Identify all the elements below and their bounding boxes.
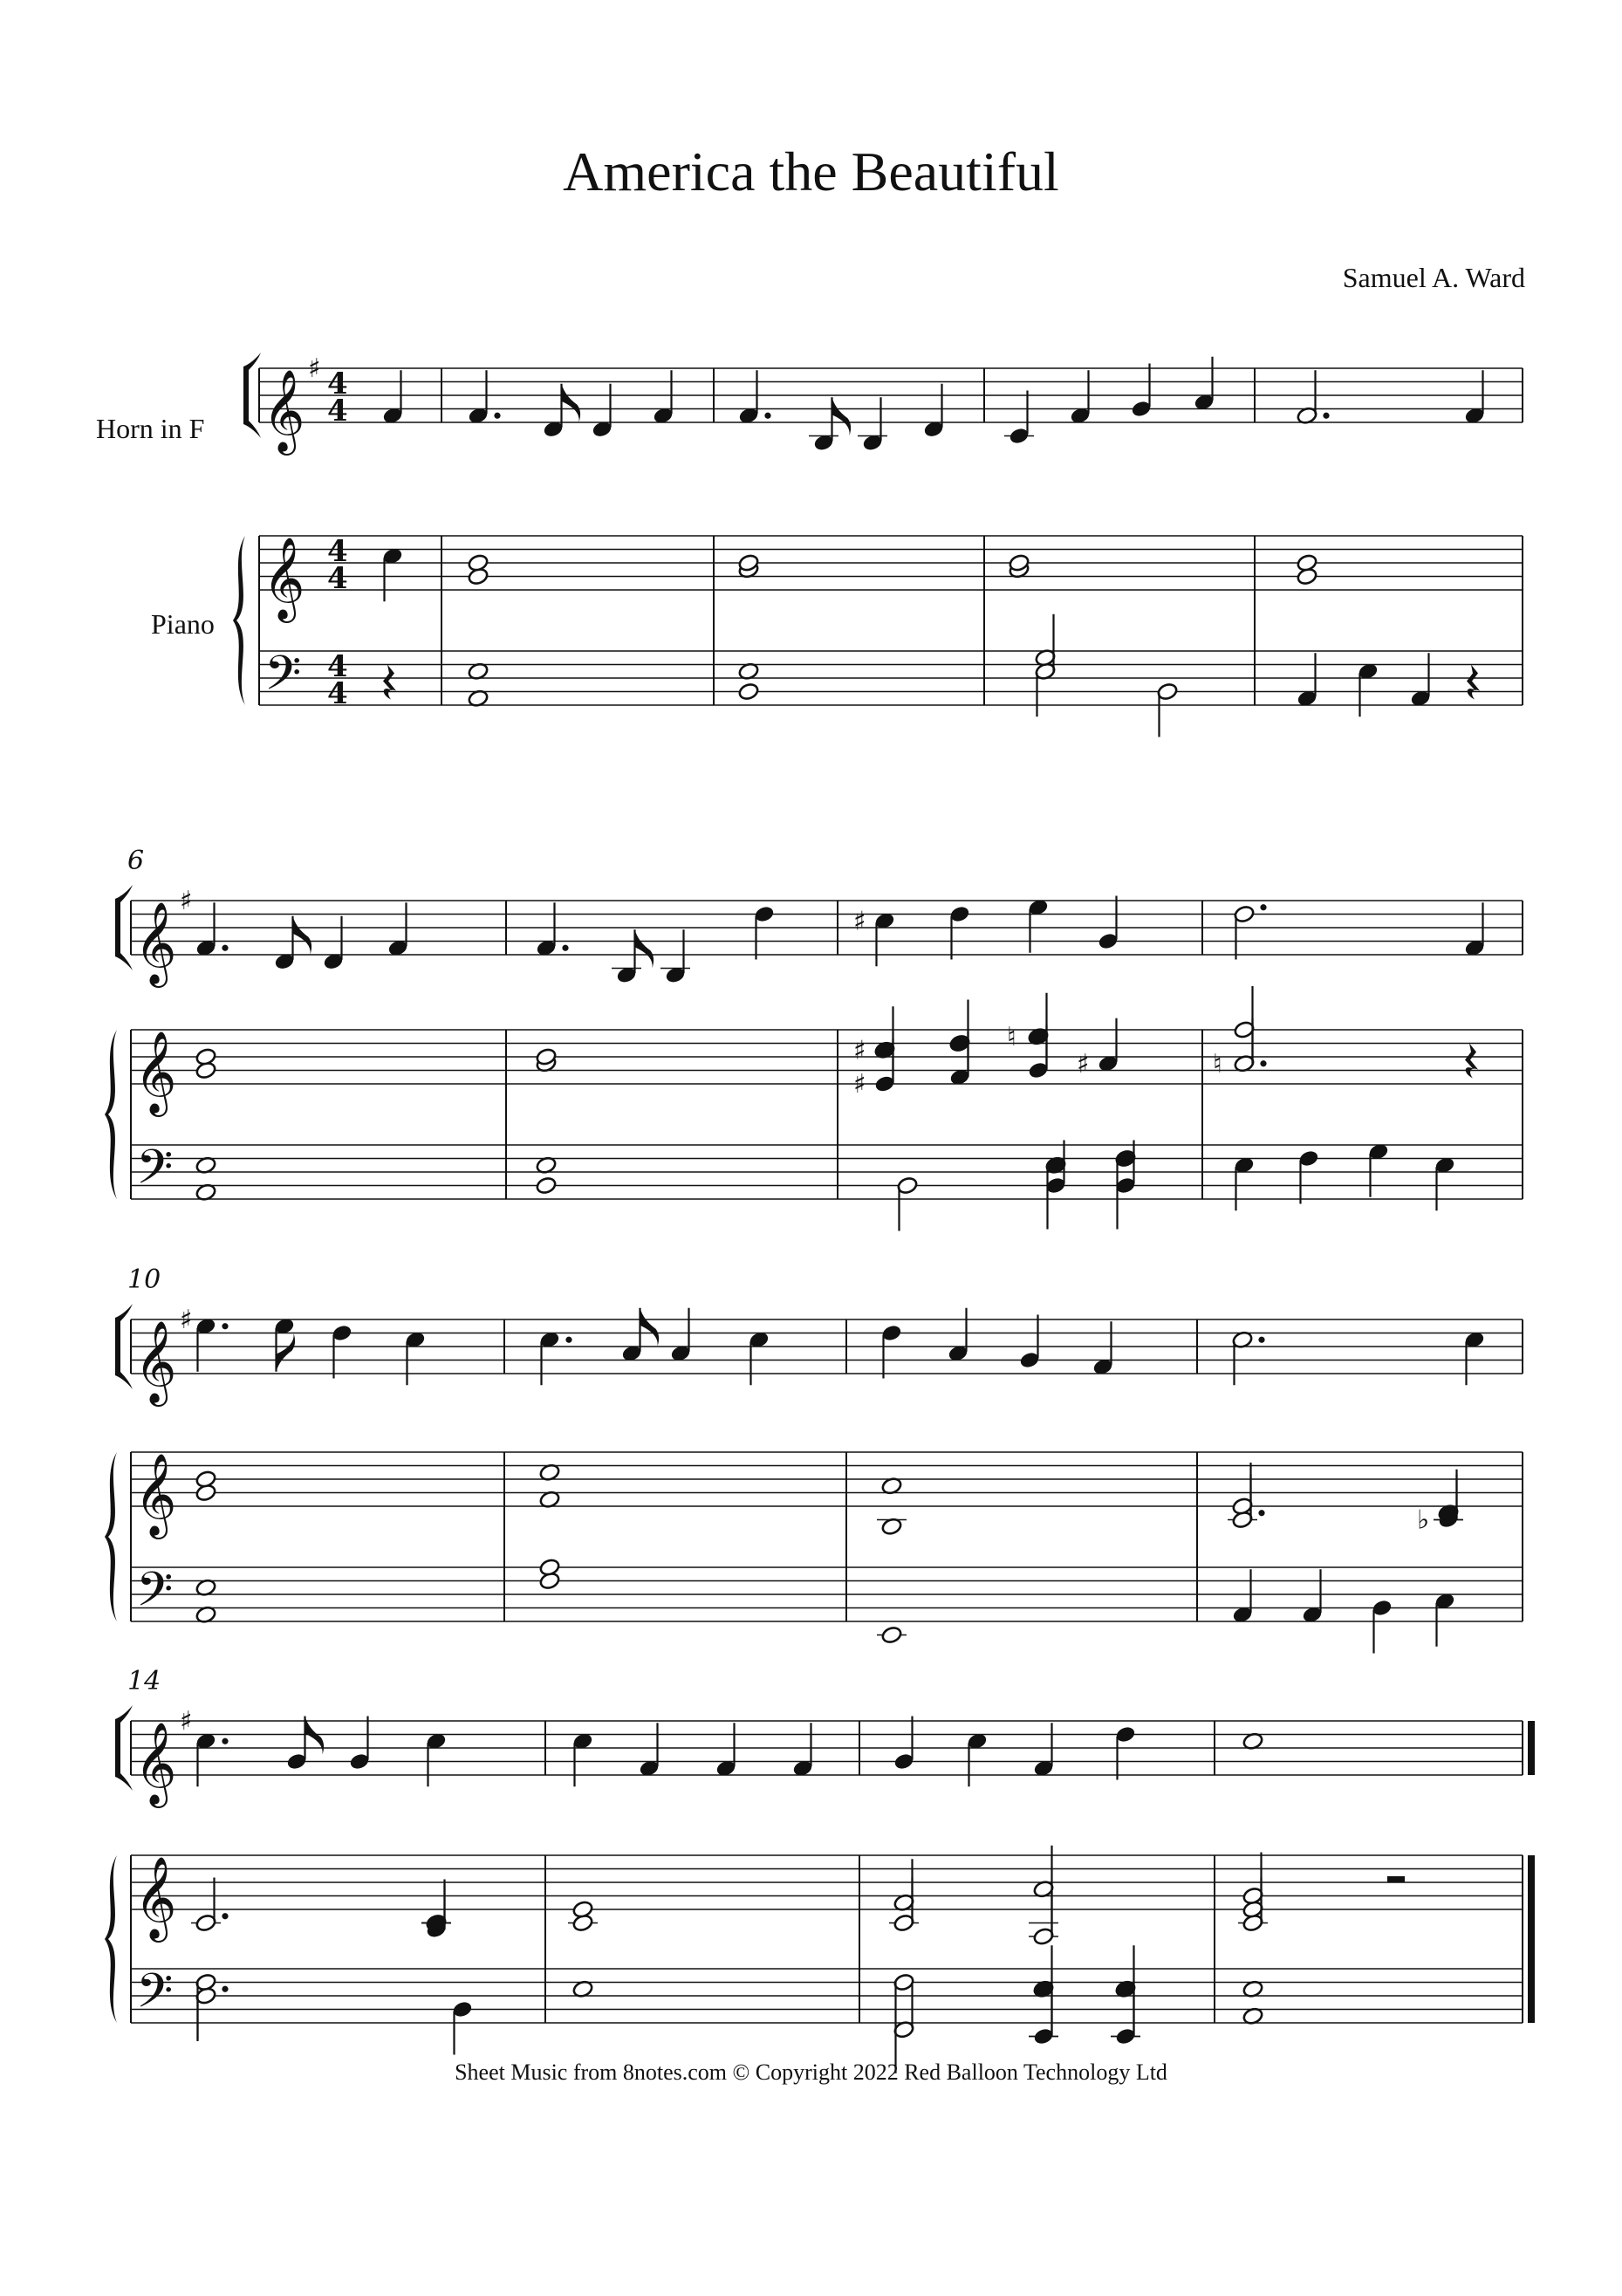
dot	[222, 945, 228, 951]
eighth-flag	[635, 929, 654, 968]
dot	[562, 945, 568, 951]
accidental-icon: ♯	[853, 1035, 866, 1066]
dot	[1260, 904, 1266, 910]
system-bracket	[115, 899, 120, 956]
treble-clef-icon: 𝄞	[134, 1031, 177, 1114]
key-signature-sharp-icon: ♯	[180, 1706, 193, 1737]
accidental-icon: ♭	[1417, 1504, 1430, 1536]
system-bracket	[243, 367, 249, 424]
chord-note	[571, 1900, 593, 1919]
dot	[222, 1323, 228, 1329]
chord-note	[535, 1176, 557, 1196]
bracket-hook	[115, 1304, 133, 1321]
dot	[565, 1337, 571, 1343]
chord-note	[1296, 553, 1317, 572]
final-barline	[1528, 1721, 1535, 1775]
bracket-hook	[115, 953, 133, 970]
dot	[1258, 1510, 1264, 1516]
piano-treble-staff	[131, 1452, 1523, 1506]
composer: Samuel A. Ward	[1342, 262, 1525, 293]
treble-clef-icon: 𝄞	[263, 369, 305, 452]
eighth-flag	[305, 1717, 325, 1755]
horn-staff	[131, 901, 1523, 955]
bracket-hook	[243, 353, 261, 370]
score-title: America the Beautiful	[563, 141, 1059, 202]
chord-note	[195, 1470, 216, 1489]
bass-clef-icon: 𝄢	[136, 1139, 174, 1207]
dot	[494, 413, 500, 419]
treble-clef-icon: 𝄞	[134, 901, 177, 984]
measure-number: 10	[127, 1265, 161, 1295]
final-barline	[1528, 1855, 1535, 2023]
bass-clef-icon: 𝄢	[136, 1561, 174, 1629]
time-signature-top: 4	[327, 534, 348, 569]
bracket-hook	[115, 1705, 133, 1723]
dot	[1260, 1060, 1266, 1066]
accidental-icon: ♯	[853, 906, 866, 937]
piano-bass-staff	[131, 1969, 1523, 2023]
bracket-hook	[243, 421, 261, 438]
eighth-flag	[293, 916, 312, 955]
eighth-flag	[640, 1308, 660, 1347]
accidental-icon: ♯	[853, 1069, 866, 1100]
footer-copyright: Sheet Music from 8notes.com © Copyright 2022 Red Balloon Technology Ltd	[455, 2060, 1167, 2085]
piano-bass-staff	[259, 651, 1523, 705]
piano-treble-staff	[259, 536, 1523, 590]
measure-number: 14	[127, 1666, 161, 1696]
dot	[1258, 1337, 1264, 1343]
bracket-hook	[115, 1372, 133, 1389]
bass-clef-icon: 𝄢	[136, 1963, 174, 2031]
quarter-rest-icon	[383, 665, 396, 700]
piano-brace	[233, 536, 245, 705]
chord-note	[195, 1047, 216, 1066]
piano-brace	[105, 1452, 117, 1621]
accidental-icon: ♮	[1007, 1021, 1016, 1052]
time-signature-bottom: 4	[327, 394, 348, 428]
key-signature-sharp-icon: ♯	[308, 353, 321, 384]
chord-note	[467, 553, 489, 572]
horn-staff	[259, 368, 1523, 422]
piano-brace	[105, 1030, 117, 1199]
treble-clef-icon: 𝄞	[134, 1722, 177, 1805]
dot	[222, 1738, 228, 1744]
dot	[764, 413, 770, 419]
chord-note	[538, 1558, 560, 1577]
piano-treble-staff	[131, 1030, 1523, 1084]
treble-clef-icon: 𝄞	[134, 1453, 177, 1536]
key-signature-sharp-icon: ♯	[180, 1305, 193, 1335]
piano-treble-staff	[131, 1855, 1523, 1909]
key-signature-sharp-icon: ♯	[180, 886, 193, 916]
chord-note	[737, 682, 759, 702]
treble-clef-icon: 𝄞	[134, 1856, 177, 1939]
bracket-hook	[115, 885, 133, 902]
treble-clef-icon: 𝄞	[263, 537, 305, 620]
time-signature-top: 4	[327, 649, 348, 684]
horn-staff	[131, 1721, 1523, 1775]
treble-clef-icon: 𝄞	[134, 1320, 177, 1403]
bracket-hook	[115, 1773, 133, 1791]
bass-clef-icon: 𝄢	[264, 645, 302, 713]
accidental-icon: ♯	[1077, 1048, 1090, 1079]
time-signature-bottom: 4	[327, 561, 348, 596]
dot	[1323, 413, 1329, 419]
piano-brace	[105, 1855, 117, 2023]
half-rest-icon	[1387, 1876, 1405, 1882]
time-signature-bottom: 4	[327, 676, 348, 711]
eighth-flag	[832, 397, 852, 435]
time-signature-top: 4	[327, 367, 348, 401]
eighth-flag	[562, 384, 581, 422]
quarter-rest-icon	[1465, 1044, 1478, 1079]
eighth-flag	[277, 1333, 296, 1372]
accidental-icon: ♮	[1213, 1048, 1222, 1079]
dot	[222, 1986, 228, 1992]
note	[880, 1626, 902, 1645]
system-bracket	[115, 1318, 120, 1375]
system-bracket	[115, 1719, 120, 1777]
piano-label: Piano	[151, 608, 215, 640]
quarter-rest-icon	[1467, 665, 1480, 700]
dot	[222, 1913, 228, 1919]
horn-label: Horn in F	[96, 413, 205, 444]
measure-number: 6	[127, 846, 145, 876]
